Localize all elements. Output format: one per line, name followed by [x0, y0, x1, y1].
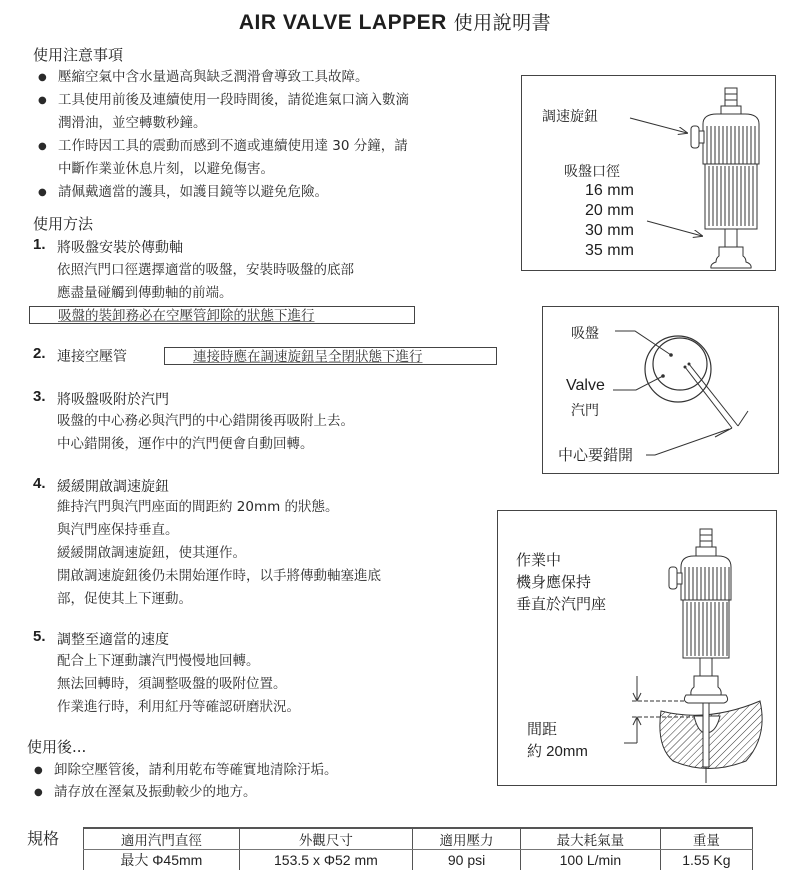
spec-value-cell: 100 L/min: [521, 850, 661, 871]
spec-value-row: [84, 850, 753, 871]
spec-table: [83, 827, 753, 870]
step-4-line: 部，促使其上下運動。: [57, 591, 192, 607]
figure-tool-overview: [521, 75, 776, 271]
working-note-line: 垂直於汽門座: [516, 595, 607, 613]
pad-offset-diagram-icon: [543, 307, 780, 475]
speed-knob-label: 調速旋鈕: [542, 109, 598, 125]
step-2-number: 2.: [33, 345, 46, 362]
spec-header-cell: 適用汽門直徑: [84, 828, 240, 850]
valve-label-zh: 汽門: [571, 403, 599, 419]
valve-label-en: Valve: [566, 377, 605, 394]
after-use-item: ● 卸除空壓管後，請利用乾布等確實地清除汙垢。: [54, 760, 338, 781]
document-title: [0, 8, 790, 35]
step-5-number: 5.: [33, 628, 46, 645]
pad-size: 30 mm: [585, 222, 634, 239]
pad-size: 20 mm: [585, 202, 634, 219]
precautions-heading: 使用注意事項: [33, 46, 124, 64]
figure-working-position: [497, 510, 777, 786]
suction-pad-label: 吸盤: [571, 326, 599, 342]
step-4-line: 與汽門座保持垂直。: [57, 522, 179, 538]
figure-pad-offset: [542, 306, 779, 474]
step-5-line: 配合上下運動讓汽門慢慢地回轉。: [57, 653, 260, 669]
step-4-line: 開啟調速旋鈕後仍未開始運作時，以手將傳動軸塞進底: [57, 568, 381, 584]
vertical-position-drawing-icon: [498, 511, 778, 787]
step-1-note: 吸盤的裝卸務必在空壓管卸除的狀態下進行: [29, 306, 415, 324]
title-zh: 使用說明書: [453, 12, 552, 34]
spec-header-cell: 最大耗氣量: [521, 828, 661, 850]
spec-header-cell: 適用壓力: [413, 828, 521, 850]
working-note-line: 作業中: [516, 551, 562, 569]
precaution-item: ● 請佩戴適當的護具，如護目鏡等以避免危險。: [58, 182, 328, 203]
step-3-line: 中心錯開後，運作中的汽門便會自動回轉。: [57, 436, 314, 452]
precaution-item: ● 工具使用前後及連續使用一段時間後，請從進氣口滴入數滴: [58, 90, 409, 111]
after-use-heading: 使用後...: [27, 738, 87, 756]
spec-value-cell: 1.55 Kg: [660, 850, 752, 871]
precaution-item: ● 工作時因工具的震動而感到不適或連續使用達 30 分鐘，請: [58, 136, 408, 157]
after-use-item: ● 請存放在溼氣及振動較少的地方。: [54, 782, 257, 803]
precaution-item: ● 壓縮空氣中含水量過高與缺乏潤滑會導致工具故障。: [58, 67, 369, 88]
gap-label: 間距: [527, 720, 558, 738]
spec-header-cell: 外觀尺寸: [239, 828, 412, 850]
step-4-line: 維持汽門與汽門座面的間距約 20mm 的狀態。: [57, 499, 339, 515]
pad-size: 35 mm: [585, 242, 634, 259]
step-1-title: 將吸盤安裝於傳動軸: [57, 240, 183, 256]
step-3-title: 將吸盤吸附於汽門: [57, 392, 169, 408]
spec-label: 規格: [27, 829, 60, 848]
step-3-line: 吸盤的中心務必與汽門的中心錯開後再吸附上去。: [57, 413, 354, 429]
precaution-item-cont: 潤滑油，並空轉數秒鐘。: [58, 115, 207, 131]
working-note-line: 機身應保持: [516, 573, 592, 591]
step-1-line: 依照汽門口徑選擇適當的吸盤，安裝時吸盤的底部: [57, 262, 354, 278]
step-5-line: 無法回轉時，須調整吸盤的吸附位置。: [57, 676, 287, 692]
center-offset-label: 中心要錯開: [558, 446, 634, 464]
step-2-title: 連接空壓管: [57, 349, 127, 365]
step-4-line: 緩緩開啟調速旋鈕，使其運作。: [57, 545, 246, 561]
pad-diameter-label: 吸盤口徑: [564, 164, 620, 180]
spec-value-cell: 最大 Φ45mm: [84, 850, 240, 871]
spec-header-row: [84, 828, 753, 850]
spec-value-cell: 90 psi: [413, 850, 521, 871]
valve-lapper-drawing-icon: [522, 76, 777, 272]
step-4-title: 緩緩開啟調速旋鈕: [57, 479, 169, 495]
spec-value-cell: 153.5 x Φ52 mm: [239, 850, 412, 871]
step-5-line: 作業進行時，利用紅丹等確認研磨狀況。: [57, 699, 300, 715]
step-4-number: 4.: [33, 475, 46, 492]
precaution-item-cont: 中斷作業並休息片刻，以避免傷害。: [58, 161, 274, 177]
step-5-title: 調整至適當的速度: [57, 632, 169, 648]
gap-value: 約 20mm: [527, 743, 588, 760]
title-en: AIR VALVE LAPPER: [238, 11, 447, 34]
step-1-number: 1.: [33, 236, 46, 253]
usage-heading: 使用方法: [33, 215, 94, 233]
step-3-number: 3.: [33, 388, 46, 405]
pad-size: 16 mm: [585, 182, 634, 199]
step-1-line: 應盡量碰觸到傳動軸的前端。: [57, 285, 233, 301]
step-2-note: 連接時應在調速旋鈕呈全閉狀態下進行: [164, 347, 497, 365]
spec-header-cell: 重量: [660, 828, 752, 850]
